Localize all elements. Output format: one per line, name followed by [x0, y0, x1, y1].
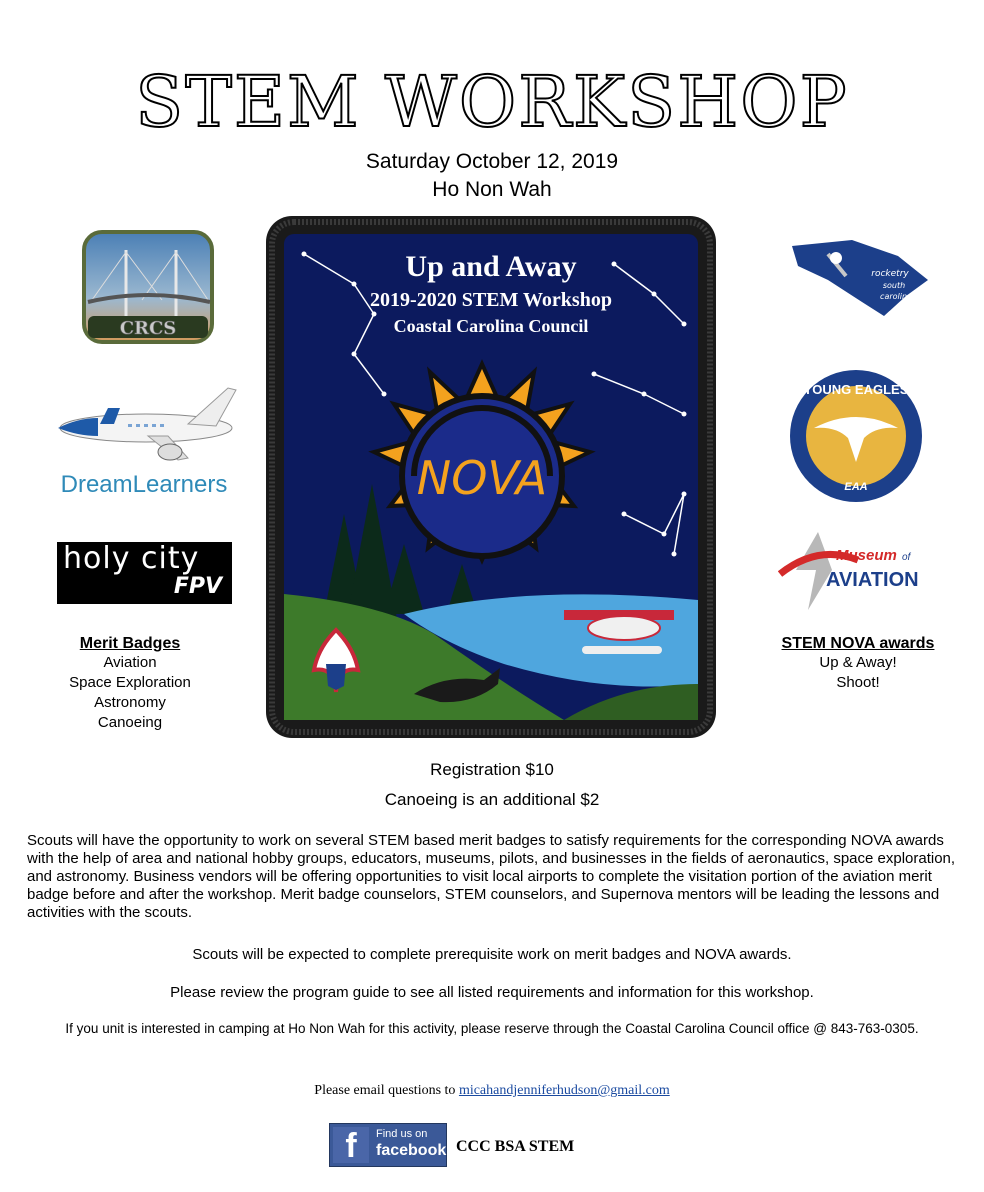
nova-awards-heading: STEM NOVA awards — [781, 635, 935, 652]
patch-title: Up and Away — [405, 250, 577, 283]
event-location: Ho Non Wah — [432, 178, 552, 201]
prerequisite-note: Scouts will be expected to complete prerequisite work on merit badges and NOVA awards. — [192, 946, 792, 963]
merit-badge-item: Astronomy — [94, 694, 166, 711]
event-date-location — [0, 148, 984, 204]
merit-badge-item: Canoeing — [97, 714, 163, 731]
program-guide-note: Please review the program guide to see all listed requirements and information for this workshop. — [170, 984, 814, 1001]
page-title: STEM WORKSHOP — [135, 61, 849, 143]
facebook-word: facebook. — [376, 1142, 451, 1159]
nova-award-item: Shoot! — [836, 674, 880, 691]
merit-badge-item: Aviation — [103, 654, 157, 671]
nova-award-item: Up & Away! — [819, 654, 897, 671]
patch-subtitle: 2019-2020 STEM Workshop — [370, 289, 612, 311]
eaa-text: EAA — [844, 481, 868, 493]
aviation-text: AVIATION — [826, 569, 919, 591]
crcs-logo — [82, 230, 214, 344]
contact-prefix: Please email questions to — [314, 1083, 459, 1098]
museum-aviation-logo — [778, 530, 928, 612]
museum-text: Museum — [836, 547, 897, 564]
holycity-text: holy city — [63, 541, 200, 576]
nova-awards-section — [758, 635, 958, 693]
description-paragraph: Scouts will have the opportunity to work on several STEM based merit badges to satisfy requirements for the corresponding NOVA awards with the help of area and national hobby groups, educators, museums, pilots, and businesses in the fields of aeronautics, space exploration, and astronomy. Business vendors will be offering opportunities to visit local airports to complete the visitation portion of the aviation merit badge before and after the workshop. Merit badge counselors, STEM counselors, and Supernova mentors will be leading the lessons and activities with the scouts. — [27, 832, 956, 921]
rocketry-text-3: carolina — [880, 292, 912, 301]
merit-badges-section — [30, 635, 230, 733]
camping-note: If you unit is interested in camping at Ho Non Wah for this activity, please reserve through the Coastal Carolina Council office @ 843-763-0305. — [65, 1021, 919, 1036]
canoeing-fee: Canoeing is an additional $2 — [384, 790, 600, 809]
dreamlearners-text: DreamLearners — [60, 471, 228, 498]
event-date: Saturday October 12, 2019 — [365, 150, 619, 173]
facebook-find-text: Find us on — [376, 1128, 428, 1140]
rocketry-text-1: rocketry — [871, 269, 909, 279]
facebook-icon: f — [333, 1127, 369, 1163]
rocketry-text-2: south — [882, 281, 906, 290]
workshop-patch — [264, 214, 718, 740]
registration-fee: Registration $10 — [430, 760, 554, 779]
email-link[interactable]: micahandjenniferhudson@gmail.com — [458, 1083, 670, 1098]
young-eagles-logo — [786, 366, 928, 506]
fpv-text: FPV — [173, 574, 222, 599]
holycity-fpv-logo — [57, 542, 232, 604]
young-eagles-text: YOUNG EAGLES — [803, 382, 909, 397]
merit-badge-item: Space Exploration — [69, 674, 191, 691]
dreamlearners-logo — [38, 378, 250, 498]
patch-council: Coastal Carolina Council — [393, 316, 589, 336]
airplane-icon — [38, 378, 250, 464]
facebook-page-name: CCC BSA STEM — [456, 1138, 575, 1155]
merit-badges-heading: Merit Badges — [79, 635, 181, 652]
contact-line — [0, 1083, 984, 1099]
crcs-text: CRCS — [119, 318, 177, 339]
facebook-badge[interactable] — [329, 1123, 451, 1167]
patch-nova-text: NOVA — [416, 451, 548, 505]
rocketry-sc-logo — [788, 236, 932, 318]
museum-of-text: of — [902, 552, 911, 563]
